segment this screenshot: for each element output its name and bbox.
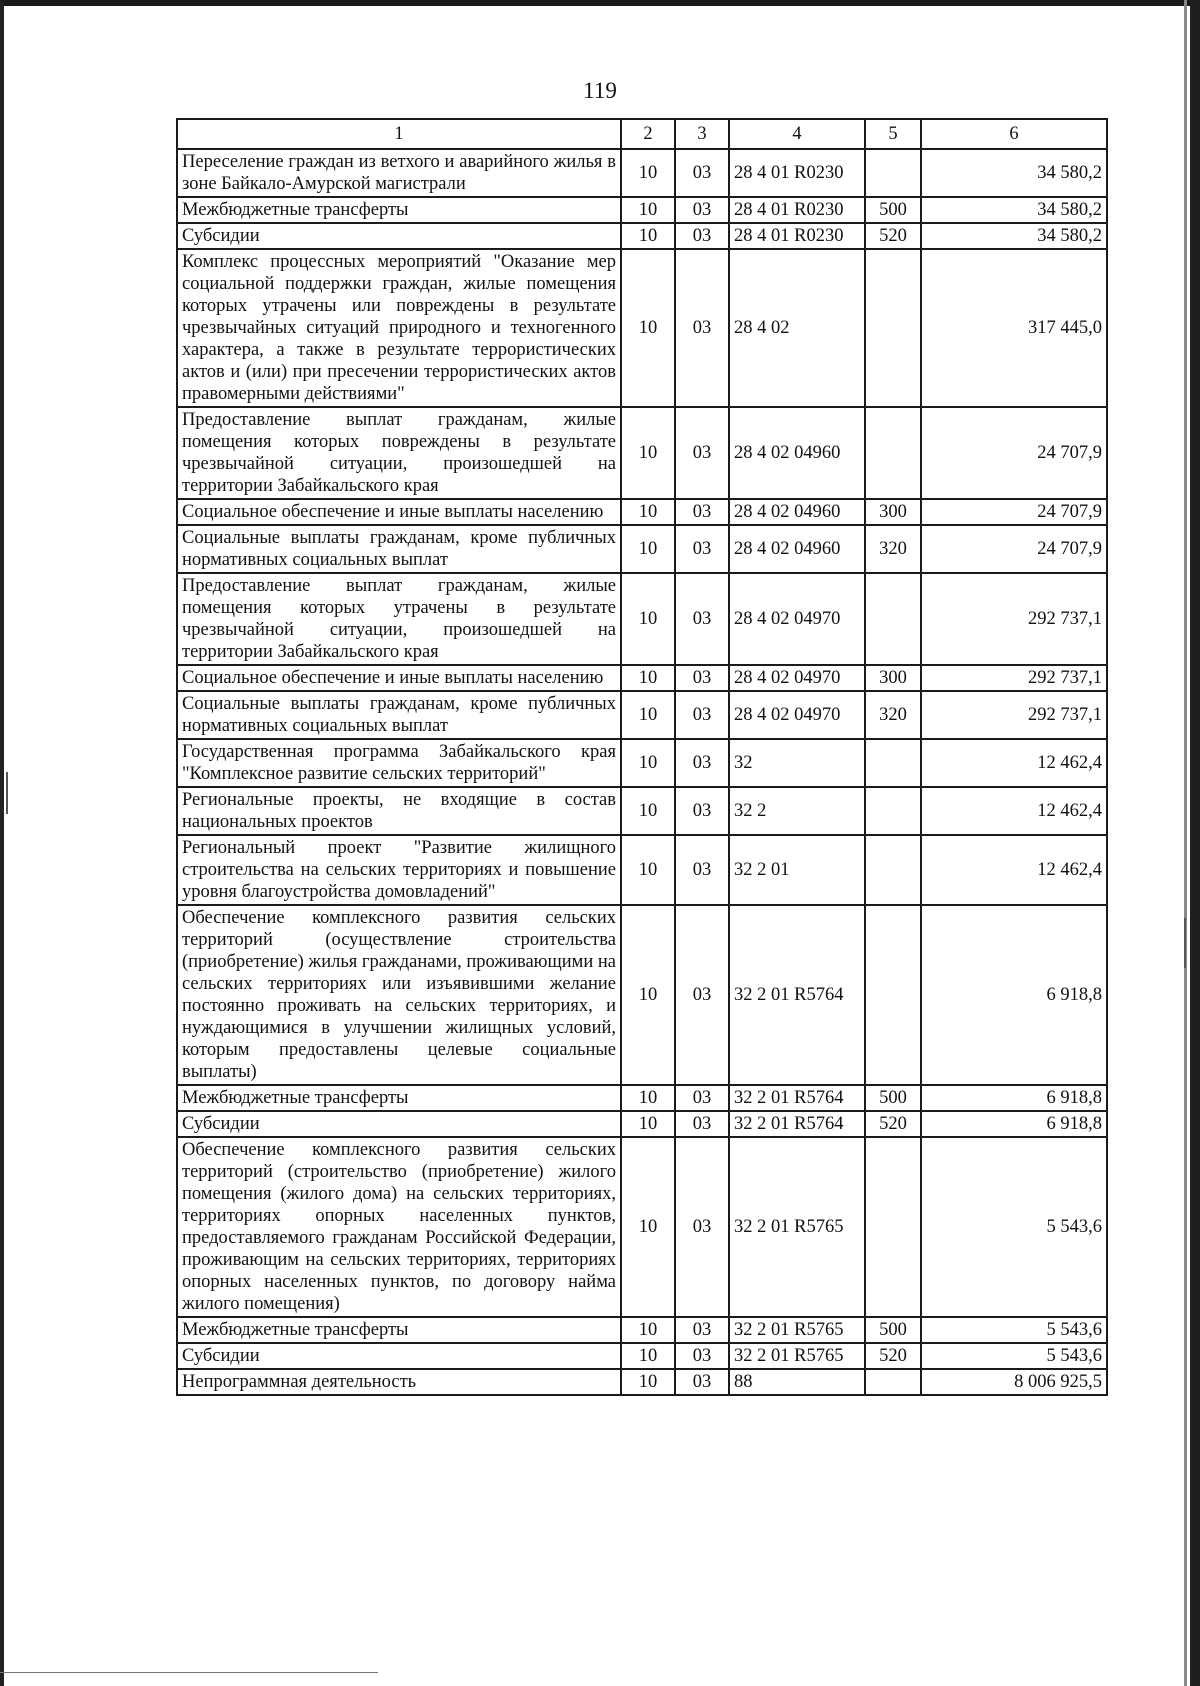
subsection-code: 03 [675,223,729,249]
target-article-code: 28 4 02 04960 [729,525,865,573]
section-code: 10 [621,1111,675,1137]
table-row [177,407,1107,499]
amount: 6 918,8 [921,1111,1107,1137]
expense-type-code: 500 [865,197,921,223]
section-code: 10 [621,1137,675,1317]
amount: 292 737,1 [921,665,1107,691]
expense-type-code [865,1369,921,1395]
target-article-code: 28 4 01 R0230 [729,223,865,249]
subsection-code: 03 [675,525,729,573]
target-article-code: 28 4 02 04970 [729,691,865,739]
target-article-code: 28 4 02 04970 [729,573,865,665]
section-code: 10 [621,1369,675,1395]
subsection-code: 03 [675,835,729,905]
amount: 5 543,6 [921,1317,1107,1343]
scan-bottom-rule [0,1672,378,1673]
amount: 12 462,4 [921,835,1107,905]
section-code: 10 [621,787,675,835]
table-row [177,1111,1107,1137]
expense-type-code [865,835,921,905]
table-row [177,149,1107,197]
subsection-code: 03 [675,1317,729,1343]
section-code: 10 [621,197,675,223]
amount: 8 006 925,5 [921,1369,1107,1395]
expense-type-code: 500 [865,1317,921,1343]
target-article-code: 88 [729,1369,865,1395]
expense-type-code: 520 [865,1111,921,1137]
section-code: 10 [621,499,675,525]
amount: 34 580,2 [921,223,1107,249]
scan-edge-right [1190,0,1200,1686]
section-code: 10 [621,1317,675,1343]
expense-name: Субсидии [177,1343,621,1369]
target-article-code: 32 2 01 R5764 [729,905,865,1085]
expense-type-code: 300 [865,665,921,691]
expense-name: Региональный проект "Развитие жилищного строительства на сельских территориях и повышение уровня благоустройства домовладений" [177,835,621,905]
table-row [177,525,1107,573]
amount: 12 462,4 [921,787,1107,835]
expense-name: Межбюджетные трансферты [177,1317,621,1343]
expense-name: Социальные выплаты гражданам, кроме публичных нормативных социальных выплат [177,691,621,739]
section-code: 10 [621,739,675,787]
subsection-code: 03 [675,905,729,1085]
section-code: 10 [621,1343,675,1369]
table-row [177,573,1107,665]
expense-name: Межбюджетные трансферты [177,197,621,223]
table-row [177,1369,1107,1395]
amount: 292 737,1 [921,573,1107,665]
target-article-code: 32 2 01 R5764 [729,1111,865,1137]
subsection-code: 03 [675,1369,729,1395]
expense-name: Обеспечение комплексного развития сельских территорий (осуществление строительства (приобретение) жилья гражданами, проживающими на сельских территориях или изъявившими желание постоянно проживать на сельских территориях, и нуждающимися в улучшении жилищных условий, которым предоставлены целевые социальные выплаты) [177,905,621,1085]
section-code: 10 [621,905,675,1085]
expense-name: Субсидии [177,1111,621,1137]
expense-name: Переселение граждан из ветхого и аварийного жилья в зоне Байкало-Амурской магистрали [177,149,621,197]
target-article-code: 28 4 02 04960 [729,407,865,499]
section-code: 10 [621,835,675,905]
table-row [177,499,1107,525]
section-code: 10 [621,149,675,197]
column-header: 3 [675,119,729,149]
expense-name: Непрограммная деятельность [177,1369,621,1395]
section-code: 10 [621,525,675,573]
expense-name: Предоставление выплат гражданам, жилые помещения которых повреждены в результате чрезвычайной ситуации, произошедшей на территории Забайкальского края [177,407,621,499]
expense-type-code [865,407,921,499]
section-code: 10 [621,665,675,691]
amount: 24 707,9 [921,407,1107,499]
expense-type-code: 300 [865,499,921,525]
section-code: 10 [621,573,675,665]
table-row [177,665,1107,691]
target-article-code: 32 2 [729,787,865,835]
amount: 24 707,9 [921,499,1107,525]
budget-table [176,118,1108,1396]
expense-name: Региональные проекты, не входящие в состав национальных проектов [177,787,621,835]
section-code: 10 [621,691,675,739]
table-row [177,1317,1107,1343]
scan-mark-right [1184,918,1186,968]
target-article-code: 32 2 01 R5765 [729,1137,865,1317]
expense-type-code [865,739,921,787]
table-row [177,787,1107,835]
scan-edge-left [0,0,4,1686]
subsection-code: 03 [675,739,729,787]
expense-name: Предоставление выплат гражданам, жилые помещения которых утрачены в результате чрезвычайной ситуации, произошедшей на территории Забайкальского края [177,573,621,665]
amount: 6 918,8 [921,905,1107,1085]
table-row [177,197,1107,223]
table-row [177,835,1107,905]
amount: 6 918,8 [921,1085,1107,1111]
target-article-code: 32 2 01 [729,835,865,905]
amount: 5 543,6 [921,1343,1107,1369]
target-article-code: 28 4 01 R0230 [729,149,865,197]
section-code: 10 [621,249,675,407]
expense-name: Социальное обеспечение и иные выплаты населению [177,665,621,691]
table-row [177,739,1107,787]
expense-name: Межбюджетные трансферты [177,1085,621,1111]
column-header: 4 [729,119,865,149]
expense-type-code [865,249,921,407]
table-row [177,223,1107,249]
target-article-code: 28 4 02 [729,249,865,407]
subsection-code: 03 [675,249,729,407]
expense-name: Государственная программа Забайкальского края "Комплексное развитие сельских территорий" [177,739,621,787]
subsection-code: 03 [675,691,729,739]
table-row [177,1085,1107,1111]
expense-type-code [865,573,921,665]
expense-type-code: 320 [865,525,921,573]
target-article-code: 32 2 01 R5765 [729,1343,865,1369]
expense-type-code: 500 [865,1085,921,1111]
expense-type-code [865,149,921,197]
subsection-code: 03 [675,1343,729,1369]
table-header-row [177,119,1107,149]
subsection-code: 03 [675,149,729,197]
amount: 34 580,2 [921,197,1107,223]
scan-mark-left [6,772,8,814]
subsection-code: 03 [675,787,729,835]
column-header: 1 [177,119,621,149]
expense-name: Социальное обеспечение и иные выплаты населению [177,499,621,525]
target-article-code: 32 2 01 R5765 [729,1317,865,1343]
column-header: 5 [865,119,921,149]
table-row [177,691,1107,739]
expense-name: Обеспечение комплексного развития сельских территорий (строительство (приобретение) жилого помещения (жилого дома) на сельских территориях, территориях опорных населенных пунктов, предоставляемого гражданам Российской Федерации, проживающим на сельских территориях, территориях опорных населенных пунктов, по договору найма жилого помещения) [177,1137,621,1317]
target-article-code: 28 4 02 04970 [729,665,865,691]
amount: 34 580,2 [921,149,1107,197]
expense-type-code: 520 [865,223,921,249]
target-article-code: 28 4 02 04960 [729,499,865,525]
subsection-code: 03 [675,499,729,525]
expense-type-code [865,787,921,835]
expense-type-code: 520 [865,1343,921,1369]
target-article-code: 32 2 01 R5764 [729,1085,865,1111]
column-header: 6 [921,119,1107,149]
subsection-code: 03 [675,197,729,223]
subsection-code: 03 [675,573,729,665]
subsection-code: 03 [675,407,729,499]
expense-name: Субсидии [177,223,621,249]
target-article-code: 32 [729,739,865,787]
section-code: 10 [621,1085,675,1111]
table-row [177,905,1107,1085]
subsection-code: 03 [675,1085,729,1111]
expense-type-code [865,1137,921,1317]
amount: 12 462,4 [921,739,1107,787]
page-number: 119 [583,78,617,103]
table-row [177,1137,1107,1317]
amount: 317 445,0 [921,249,1107,407]
subsection-code: 03 [675,1137,729,1317]
scan-edge-top [0,0,1200,6]
table-row [177,249,1107,407]
section-code: 10 [621,407,675,499]
subsection-code: 03 [675,1111,729,1137]
expense-type-code [865,905,921,1085]
amount: 292 737,1 [921,691,1107,739]
expense-name: Комплекс процессных мероприятий "Оказание мер социальной поддержки граждан, жилые помещения которых утрачены или повреждены в результате чрезвычайных ситуаций природного и техногенного характера, а также в результате террористических актов и (или) при пресечении террористических актов правомерными действиями" [177,249,621,407]
column-header: 2 [621,119,675,149]
target-article-code: 28 4 01 R0230 [729,197,865,223]
expense-name: Социальные выплаты гражданам, кроме публичных нормативных социальных выплат [177,525,621,573]
subsection-code: 03 [675,665,729,691]
amount: 5 543,6 [921,1137,1107,1317]
section-code: 10 [621,223,675,249]
expense-type-code: 320 [865,691,921,739]
table-row [177,1343,1107,1369]
amount: 24 707,9 [921,525,1107,573]
